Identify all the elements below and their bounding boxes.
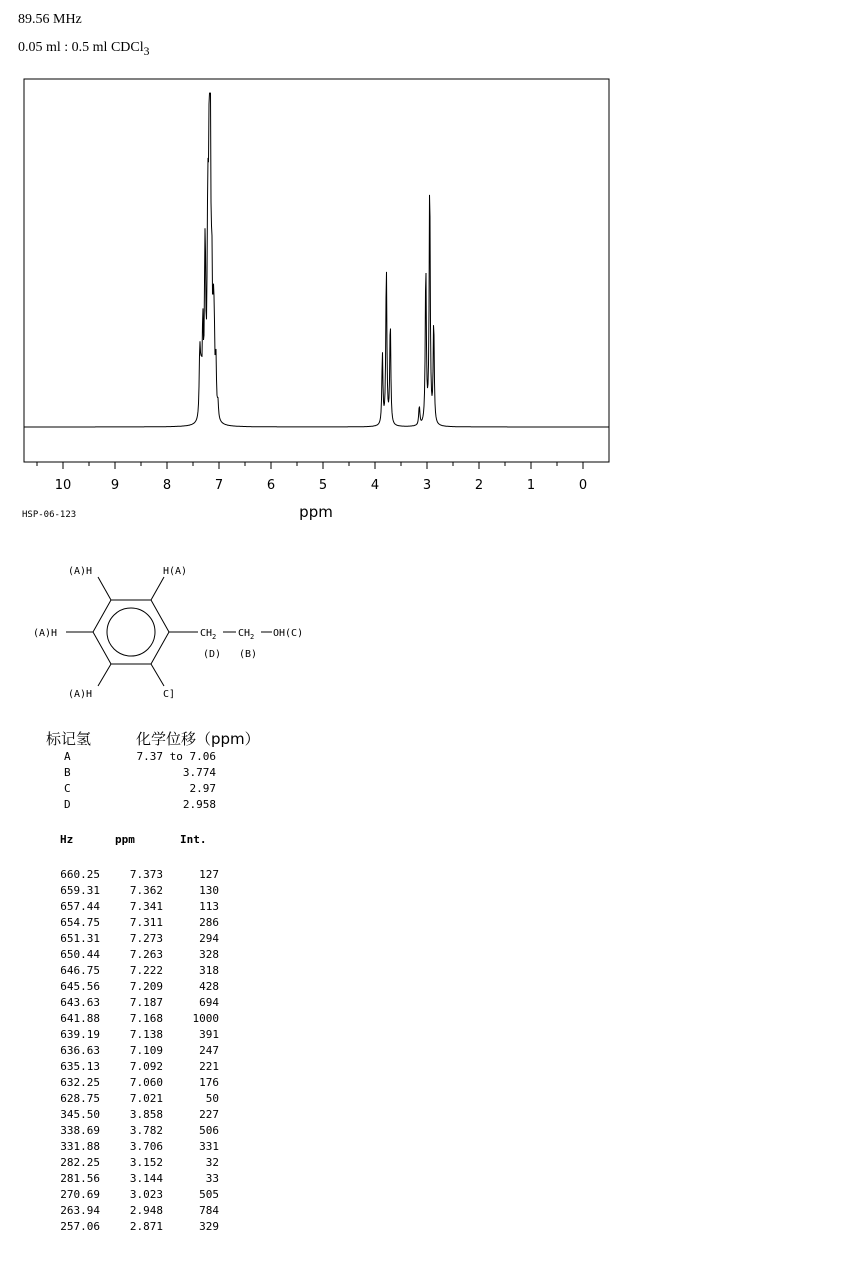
peak-hz: 263.94: [60, 1204, 100, 1217]
peak-row: [0, 1012, 300, 1028]
spectrum-code: HSP-06-123: [22, 510, 77, 520]
peak-ppm: 7.362: [129, 884, 163, 897]
peak-int: 113: [199, 900, 219, 913]
peak-int: 127: [199, 868, 219, 881]
peak-row: [0, 948, 300, 964]
peak-row: [0, 1044, 300, 1060]
peak-row: [0, 1172, 300, 1188]
peak-int: 33: [205, 1172, 219, 1185]
peak-ppm: 7.092: [129, 1060, 163, 1073]
peak-row: [0, 980, 300, 996]
peak-int: 227: [199, 1108, 219, 1121]
peak-ppm: 3.152: [129, 1156, 163, 1169]
peak-hz: 338.69: [60, 1124, 100, 1137]
peak-ppm: 7.341: [129, 900, 163, 913]
peak-hz: 331.88: [60, 1140, 100, 1153]
x-axis-ticks: [37, 462, 583, 469]
peak-int: 428: [199, 980, 219, 993]
peak-int: 247: [199, 1044, 219, 1057]
assignment-row: [0, 782, 300, 798]
h-left: (A)H: [33, 628, 58, 639]
chain-ch2-b: $CH_2$: [238, 628, 255, 641]
peak-int: 328: [199, 948, 219, 961]
x-tick-label: 6: [266, 478, 276, 493]
peak-hz: 281.56: [60, 1172, 100, 1185]
peak-ppm: 7.311: [129, 916, 163, 929]
assignment-shift: 3.774: [182, 766, 216, 779]
plot-frame: [24, 79, 609, 462]
peak-int: 694: [199, 996, 219, 1009]
peak-row: [0, 1140, 300, 1156]
peak-int: 1000: [192, 1012, 219, 1025]
peak-ppm: 3.858: [129, 1108, 163, 1121]
h-top-right: H(A): [163, 566, 188, 577]
x-tick-label: 5: [318, 478, 328, 493]
peak-row: [0, 1156, 300, 1172]
peak-ppm: 2.871: [129, 1220, 163, 1233]
peak-int: 176: [199, 1076, 219, 1089]
assignment-label: A: [64, 750, 71, 763]
spectrometer-frequency: 89.56 MHz: [18, 12, 82, 27]
peak-int: 391: [199, 1028, 219, 1041]
peak-row: [0, 1204, 300, 1220]
peak-row: [0, 996, 300, 1012]
x-axis-label: ppm: [299, 503, 333, 521]
peak-int: 286: [199, 916, 219, 929]
peak-int: 506: [199, 1124, 219, 1137]
x-tick-label: 1: [526, 478, 536, 493]
x-tick-label: 7: [214, 478, 224, 493]
peak-header-int: Int.: [180, 833, 207, 846]
peak-ppm: 3.706: [129, 1140, 163, 1153]
spectrum-trace: [24, 93, 609, 427]
assignment-header-label: 标记氢: [46, 730, 92, 748]
bond-bottom-right: [151, 664, 164, 686]
peak-int: 505: [199, 1188, 219, 1201]
benzene-ring: [93, 600, 169, 664]
peak-int: 221: [199, 1060, 219, 1073]
assignment-shift: 2.958: [182, 798, 216, 811]
assignment-row: [0, 798, 300, 814]
x-tick-label: 2: [474, 478, 484, 493]
peak-int: 318: [199, 964, 219, 977]
chain-ch2-d: $CH_2$: [200, 628, 217, 641]
peak-hz: 654.75: [60, 916, 100, 929]
peak-ppm: 7.273: [129, 932, 163, 945]
h-top-left: (A)H: [68, 566, 93, 577]
peak-hz: 645.56: [60, 980, 100, 993]
peak-hz: 282.25: [60, 1156, 100, 1169]
peak-ppm: 3.023: [129, 1188, 163, 1201]
x-axis-tick-labels: [55, 478, 587, 493]
bond-top-left: [98, 577, 111, 600]
peak-hz: 643.63: [60, 996, 100, 1009]
peak-int: 294: [199, 932, 219, 945]
peak-ppm: 7.373: [129, 868, 163, 881]
assignment-shift: 2.97: [189, 782, 216, 795]
assignment-label: D: [64, 798, 71, 811]
peak-int: 329: [199, 1220, 219, 1233]
peak-row: [0, 1220, 300, 1236]
peak-ppm: 2.948: [129, 1204, 163, 1217]
assignment-shift: 7.37 to 7.06: [136, 750, 216, 763]
x-tick-label: 4: [370, 478, 380, 493]
x-tick-label: 9: [110, 478, 120, 493]
peak-row: [0, 964, 300, 980]
bond-top-right: [151, 577, 164, 600]
h-bottom-left: (A)H: [68, 689, 93, 700]
assignment-label: C: [64, 782, 71, 795]
peak-hz: 639.19: [60, 1028, 100, 1041]
bond-bottom-left: [98, 664, 111, 686]
x-tick-label: 8: [162, 478, 172, 493]
peak-hz: 635.13: [60, 1060, 100, 1073]
peak-int: 331: [199, 1140, 219, 1153]
peak-row: [0, 868, 300, 884]
aromatic-circle: [107, 608, 155, 656]
peak-row: [0, 1060, 300, 1076]
peak-ppm: 7.060: [129, 1076, 163, 1089]
peak-hz: 650.44: [60, 948, 100, 961]
peak-hz: 651.31: [60, 932, 100, 945]
assignment-header-shift: 化学位移（ppm）: [136, 730, 260, 748]
peak-row: [0, 1092, 300, 1108]
x-tick-label: 0: [578, 478, 588, 493]
peak-hz: 657.44: [60, 900, 100, 913]
peak-hz: 646.75: [60, 964, 100, 977]
x-tick-label: 3: [422, 478, 432, 493]
solvent-subscript: 3: [143, 44, 150, 58]
label-d: (D): [203, 649, 222, 660]
peak-ppm: 7.109: [129, 1044, 163, 1057]
peak-hz: 345.50: [60, 1108, 100, 1121]
peak-int: 784: [199, 1204, 219, 1217]
peak-ppm: 3.144: [129, 1172, 163, 1185]
peak-row: [0, 1028, 300, 1044]
peak-hz: 641.88: [60, 1012, 100, 1025]
peak-ppm: 7.187: [129, 996, 163, 1009]
peak-hz: 257.06: [60, 1220, 100, 1233]
peak-row: [0, 884, 300, 900]
peak-ppm: 7.263: [129, 948, 163, 961]
x-tick-label: 10: [54, 478, 72, 493]
peak-row: [0, 1076, 300, 1092]
peak-row: [0, 1188, 300, 1204]
peak-ppm: 3.782: [129, 1124, 163, 1137]
peak-header-hz: Hz: [60, 833, 74, 846]
peak-hz: 270.69: [60, 1188, 100, 1201]
chain-oh: OH(C): [273, 628, 304, 639]
peak-int: 32: [205, 1156, 219, 1169]
peak-int: 50: [205, 1092, 219, 1105]
peak-hz: 660.25: [60, 868, 100, 881]
peak-int: 130: [199, 884, 219, 897]
assignment-row: [0, 766, 300, 782]
peak-ppm: 7.138: [129, 1028, 163, 1041]
peak-ppm: 7.168: [129, 1012, 163, 1025]
cl-bottom-right: C]: [163, 689, 176, 700]
assignment-label: B: [64, 766, 71, 779]
peak-hz: 632.25: [60, 1076, 100, 1089]
peak-ppm: 7.222: [129, 964, 163, 977]
assignment-row: [0, 750, 300, 766]
peak-hz: 628.75: [60, 1092, 100, 1105]
label-b: (B): [239, 649, 258, 660]
peak-hz: 659.31: [60, 884, 100, 897]
peak-row: [0, 900, 300, 916]
peak-ppm: 7.209: [129, 980, 163, 993]
peak-ppm: 7.021: [129, 1092, 163, 1105]
peak-header-ppm: ppm: [115, 833, 135, 846]
peak-row: [0, 932, 300, 948]
peak-row: [0, 916, 300, 932]
solvent-text: 0.05 ml : 0.5 ml CDCl: [18, 40, 144, 55]
peak-row: [0, 1108, 300, 1124]
peak-hz: 636.63: [60, 1044, 100, 1057]
peak-row: [0, 1124, 300, 1140]
